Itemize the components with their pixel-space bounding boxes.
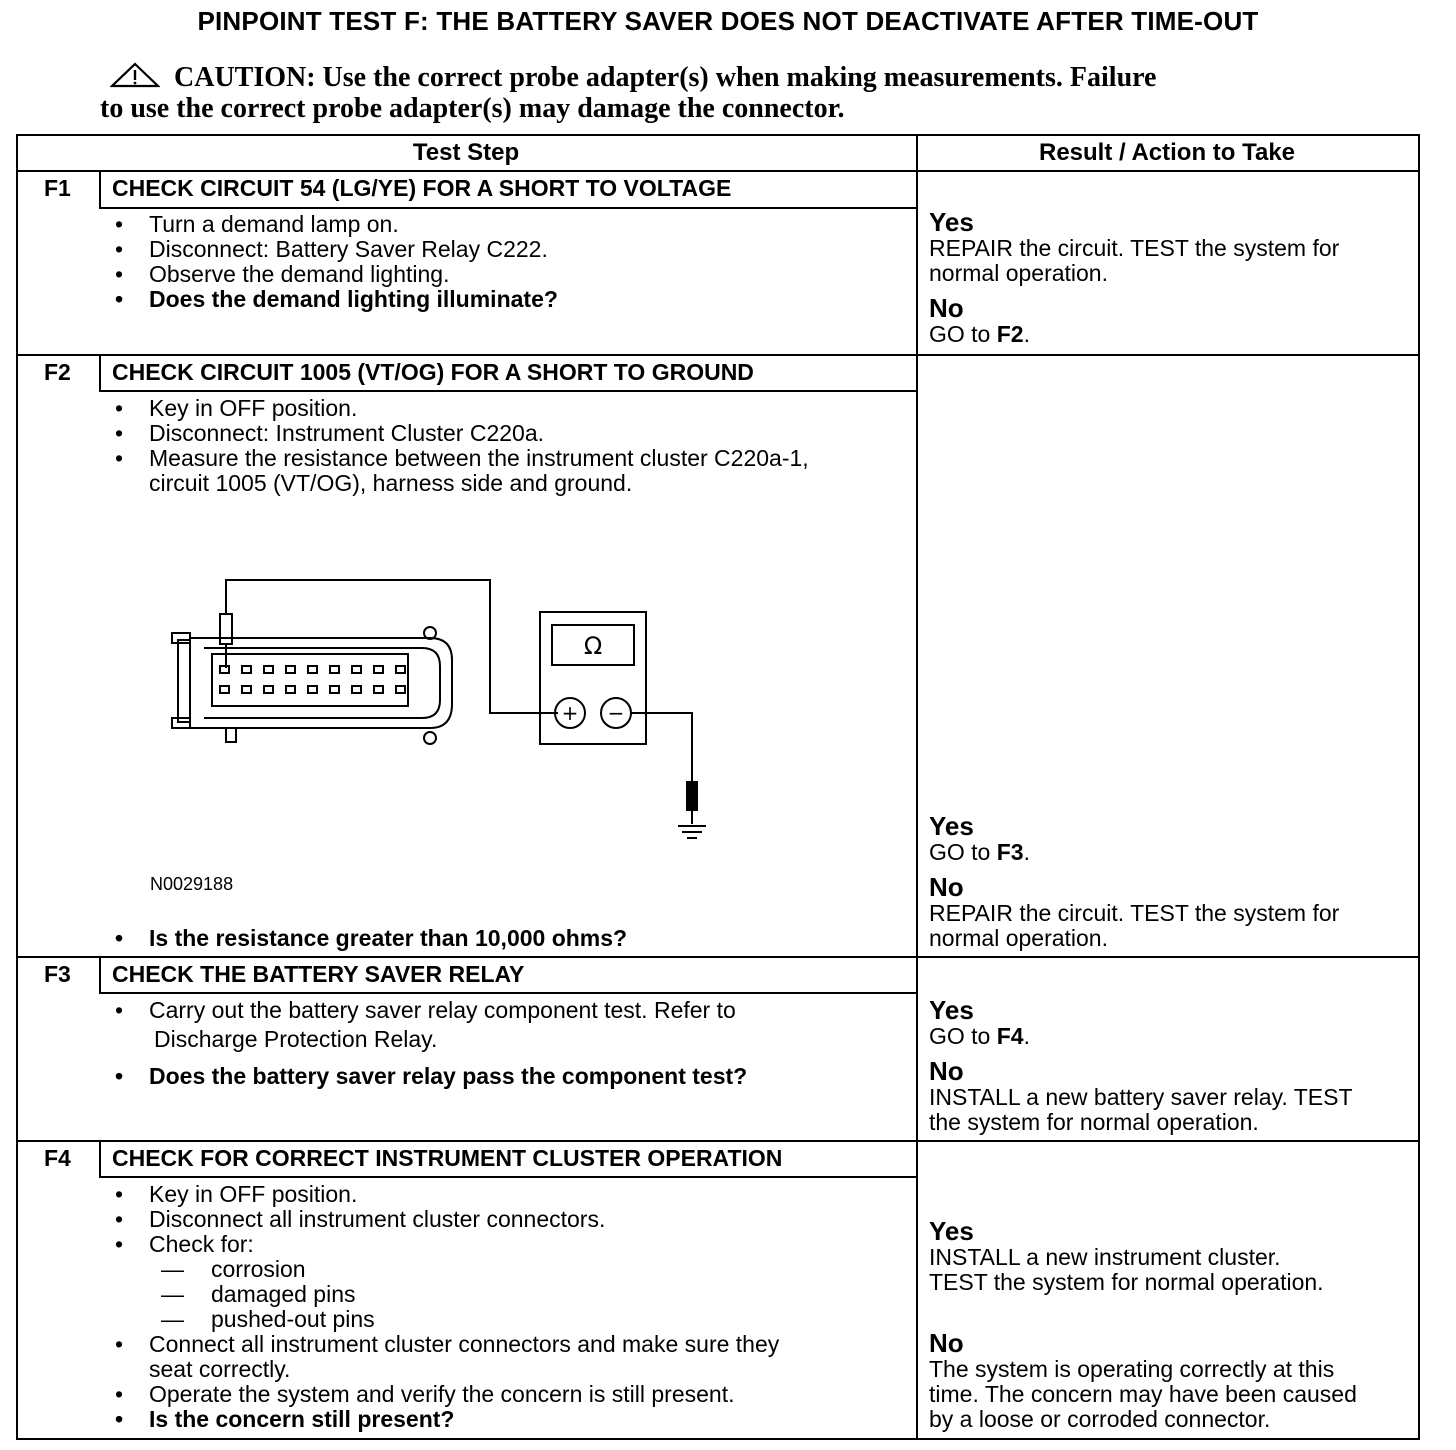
row-rule-f1 <box>16 354 1418 356</box>
yes-text-f1-2: normal operation. <box>929 260 1108 286</box>
step-title-f3: CHECK THE BATTERY SAVER RELAY <box>112 961 525 987</box>
id-divider-f2 <box>99 354 101 391</box>
yes-text-f1-1: REPAIR the circuit. TEST the system for <box>929 235 1340 261</box>
row-rule-f3 <box>16 1140 1418 1142</box>
result-f4-yes <box>929 1217 1324 1295</box>
yes-prefix-f3: GO to <box>929 1023 997 1049</box>
no-label-f2: No <box>929 872 964 902</box>
ohm-symbol: Ω <box>583 632 603 660</box>
step-title-f4: CHECK FOR CORRECT INSTRUMENT CLUSTER OPERATION <box>112 1145 783 1171</box>
step-question-f2: • Is the resistance greater than 10,000 ohms? <box>115 926 627 951</box>
connector-flange <box>172 633 190 643</box>
yes-suffix-f2: . <box>1023 839 1030 865</box>
item-text-f3-1a: Carry out the battery saver relay component test. Refer to <box>149 997 736 1023</box>
no-label-f4: No <box>929 1328 964 1358</box>
step-id-f4: F4 <box>44 1145 71 1171</box>
no-label-f3: No <box>929 1056 964 1086</box>
no-text-f1 <box>929 322 1339 347</box>
no-text-f4-3: by a loose or corroded connector. <box>929 1406 1271 1432</box>
item-connect-2: seat correctly. <box>149 1356 291 1382</box>
col-divider <box>916 134 918 1438</box>
list-item <box>115 1332 779 1382</box>
step-ref-f3: F3 <box>996 839 1024 865</box>
check-item: — damaged pins <box>161 1282 779 1307</box>
step-question-f3: • Does the battery saver relay pass the component test? <box>115 1064 747 1089</box>
title-rule-f1 <box>99 207 917 209</box>
list-item: • Disconnect: Instrument Cluster C220a. <box>115 421 809 446</box>
step-id-f2: F2 <box>44 359 71 385</box>
list-item: • Key in OFF position. <box>115 1182 779 1207</box>
caution-notice <box>100 62 1360 124</box>
id-divider-f1 <box>99 170 101 208</box>
header-rule <box>16 170 1418 172</box>
yes-label-f1: Yes <box>929 207 974 237</box>
yes-suffix-f3: . <box>1023 1023 1030 1049</box>
yes-label-f2: Yes <box>929 811 974 841</box>
connector-pins <box>220 666 405 693</box>
no-text-f3-1: INSTALL a new battery saver relay. TEST <box>929 1084 1353 1110</box>
no-label-f1: No <box>929 293 964 323</box>
no-text-f2-1: REPAIR the circuit. TEST the system for <box>929 900 1340 926</box>
connector-body <box>190 638 452 728</box>
plus-symbol: + <box>561 701 579 725</box>
yes-label-f4: Yes <box>929 1216 974 1246</box>
title-rule-f4 <box>99 1176 917 1178</box>
step-question-f4: • Is the concern still present? <box>115 1407 779 1432</box>
title-rule-f3 <box>99 992 917 994</box>
positive-lead <box>226 580 558 713</box>
no-text-f2-2: normal operation. <box>929 925 1108 951</box>
caution-line-2: to use the correct probe adapter(s) may damage the connector. <box>100 93 845 124</box>
step-ref-f4: F4 <box>996 1023 1024 1049</box>
list-item: • Operate the system and verify the concern is still present. <box>115 1382 779 1407</box>
col-header-result: Result / Action to Take <box>1038 139 1296 166</box>
step-question-list-f2 <box>115 926 627 951</box>
step-id-f3: F3 <box>44 961 71 987</box>
step-list-f4 <box>115 1182 779 1432</box>
probe-tip <box>220 614 232 644</box>
yes-text-f4-1: INSTALL a new instrument cluster. <box>929 1244 1281 1270</box>
row-rule-f2 <box>16 956 1418 958</box>
id-divider-f3 <box>99 956 101 993</box>
step-ref-f2: F2 <box>996 321 1024 347</box>
check-for-list <box>115 1257 779 1332</box>
yes-label-f3: Yes <box>929 995 974 1025</box>
list-item: • Observe the demand lighting. <box>115 262 558 287</box>
list-item: • Key in OFF position. <box>115 396 809 421</box>
list-item <box>115 998 747 1052</box>
step-id-f1: F1 <box>44 175 71 201</box>
list-item: • Disconnect all instrument cluster connectors. <box>115 1207 779 1232</box>
step-title-f2: CHECK CIRCUIT 1005 (VT/OG) FOR A SHORT TO GROUND <box>112 359 754 385</box>
step-question-f1: • Does the demand lighting illuminate? <box>115 287 558 312</box>
check-for-label: Check for: <box>149 1231 254 1257</box>
list-item: • Turn a demand lamp on. <box>115 212 558 237</box>
negative-lead <box>631 713 692 785</box>
check-item: — pushed-out pins <box>161 1307 779 1332</box>
list-item <box>115 1232 779 1332</box>
no-text-f3-2: the system for normal operation. <box>929 1109 1259 1135</box>
id-divider-f4 <box>99 1140 101 1177</box>
no-text-f4-1: The system is operating correctly at this <box>929 1356 1335 1382</box>
no-suffix-f1: . <box>1023 321 1030 347</box>
result-f2 <box>929 812 1339 951</box>
step-list-f2 <box>115 396 809 496</box>
check-item: — corrosion <box>161 1257 779 1282</box>
yes-text-f3 <box>929 1024 1353 1049</box>
caution-line-1: CAUTION: Use the correct probe adapter(s) when making measurements. Failure <box>174 62 1157 93</box>
yes-text-f4-2: TEST the system for normal operation. <box>929 1269 1324 1295</box>
yes-text-f2 <box>929 840 1339 865</box>
page-title: PINPOINT TEST F: THE BATTERY SAVER DOES NOT DEACTIVATE AFTER TIME-OUT <box>197 6 1259 36</box>
col-header-test-step: Test Step <box>412 139 520 166</box>
yes-prefix-f2: GO to <box>929 839 997 865</box>
measurement-diagram <box>160 570 730 860</box>
no-text-f4-2: time. The concern may have been caused <box>929 1381 1357 1407</box>
list-item: • Disconnect: Battery Saver Relay C222. <box>115 237 558 262</box>
warning-triangle-icon <box>110 62 160 88</box>
item-connect-1: Connect all instrument cluster connectors and make sure they <box>149 1331 780 1357</box>
minus-symbol: − <box>607 701 625 725</box>
list-item-continued: circuit 1005 (VT/OG), harness side and ground. <box>149 470 633 496</box>
item-text-f3-1b: Discharge Protection Relay. <box>154 1026 438 1052</box>
figure-id: N0029188 <box>150 874 234 894</box>
title-rule-f2 <box>99 390 917 392</box>
result-f4-no <box>929 1329 1357 1432</box>
result-f3 <box>929 996 1353 1135</box>
no-prefix-f1: GO to <box>929 321 997 347</box>
list-item: • Measure the resistance between the instrument cluster C220a-1, <box>115 446 809 471</box>
result-f1 <box>929 208 1339 347</box>
step-title-f1: CHECK CIRCUIT 54 (LG/YE) FOR A SHORT TO VOLTAGE <box>112 175 732 201</box>
step-list-f1 <box>115 212 558 312</box>
step-list-f3 <box>115 998 747 1089</box>
